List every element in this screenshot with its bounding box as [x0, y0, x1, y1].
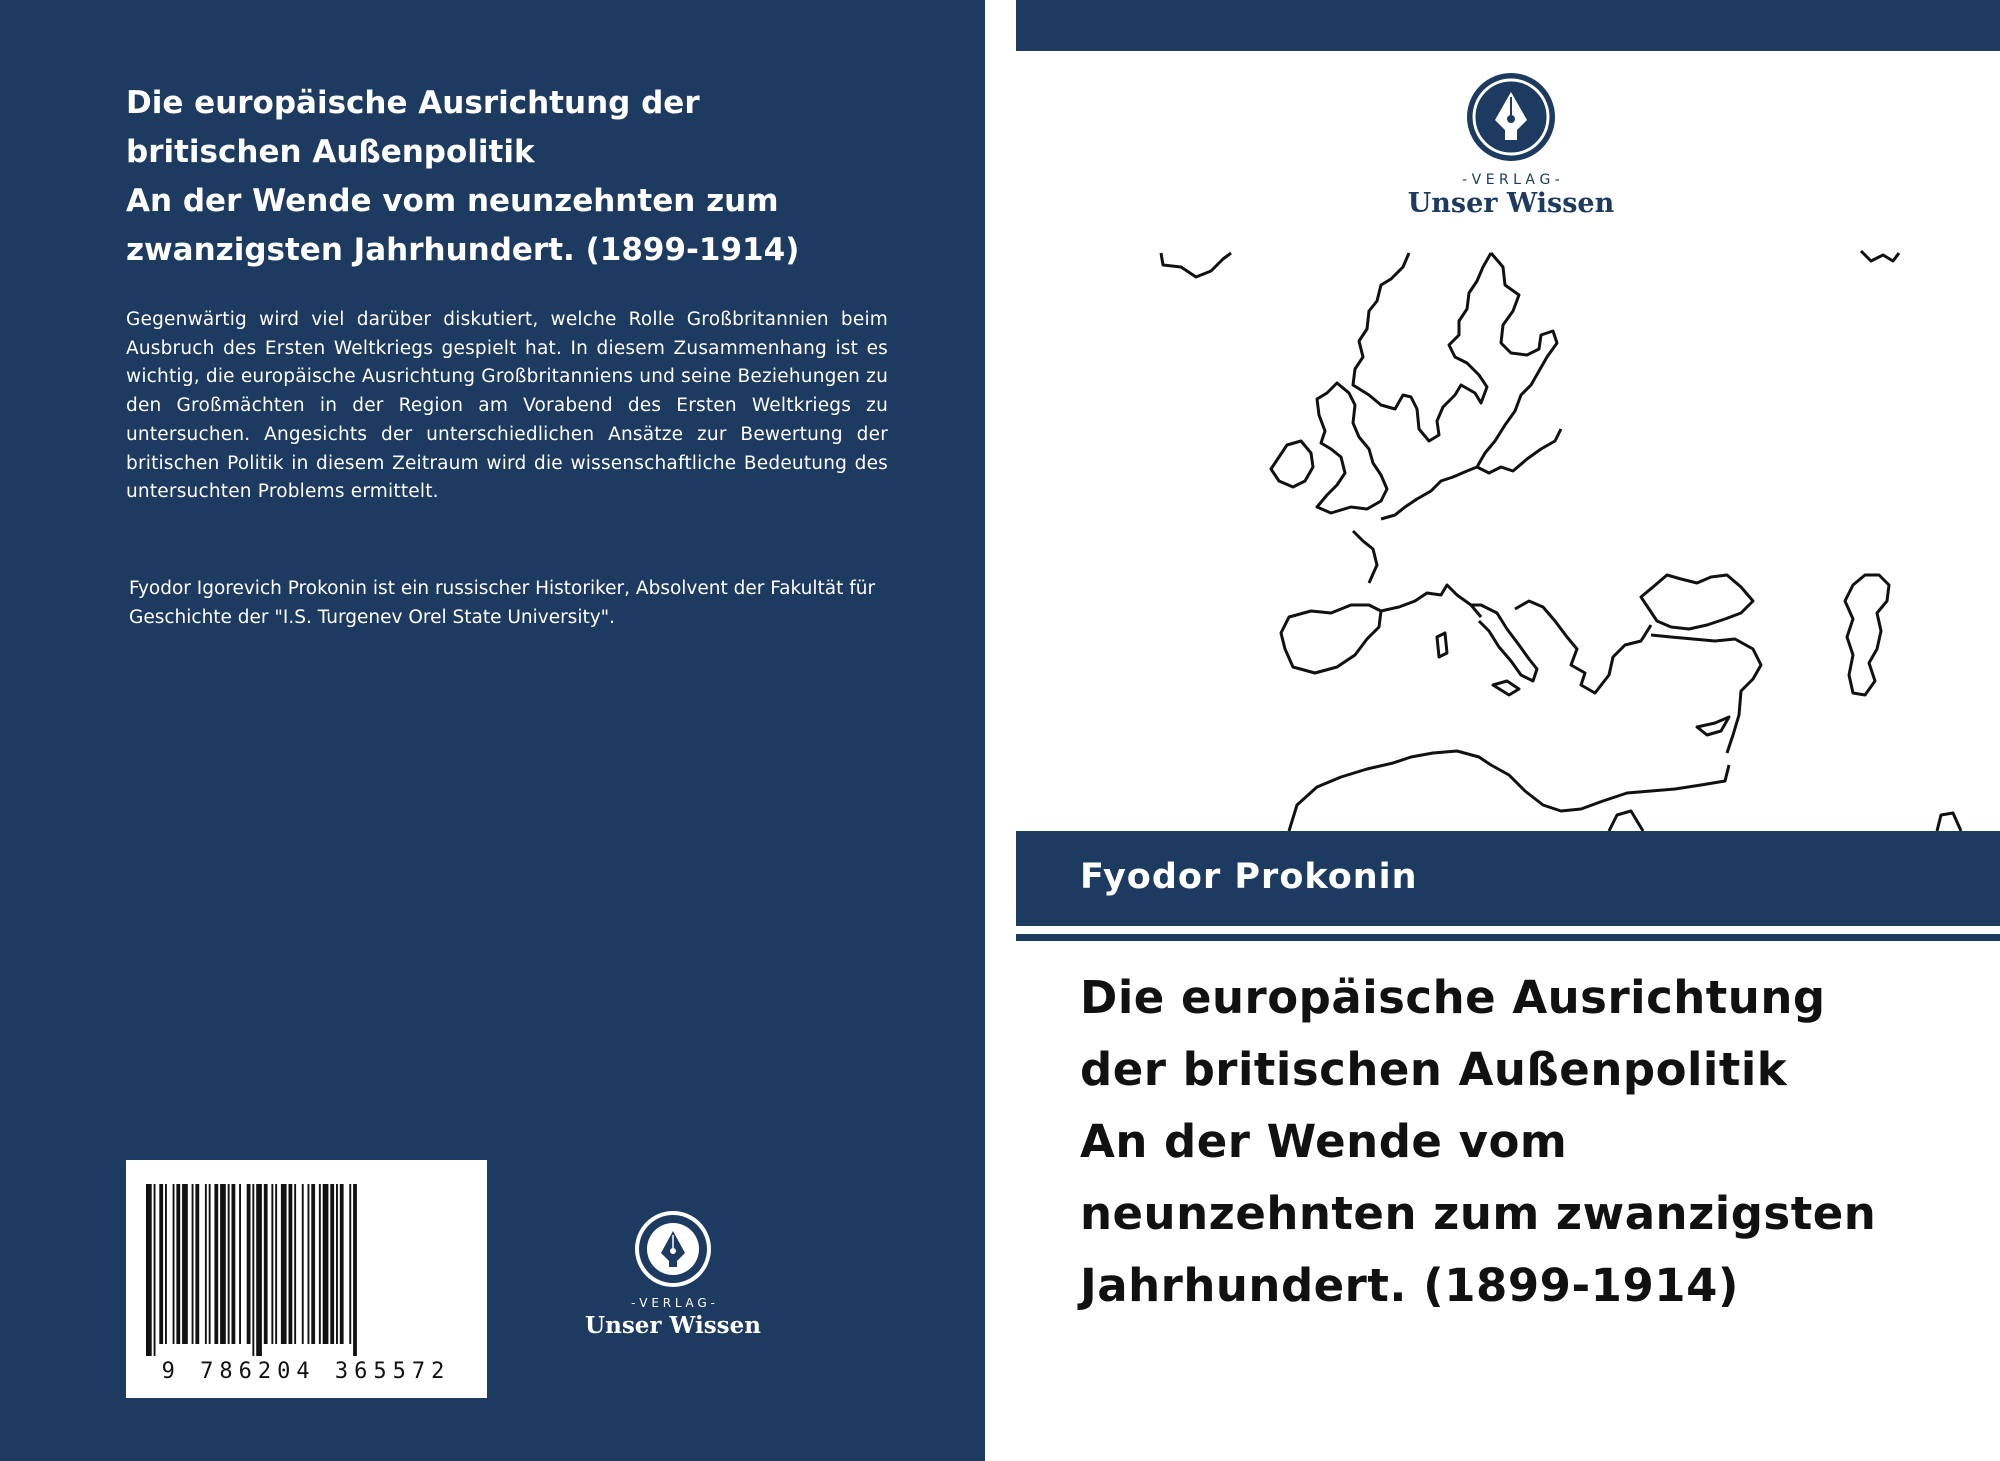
barcode-bar: [176, 1184, 180, 1344]
barcode-bar: [323, 1184, 329, 1344]
barcode-bar: [308, 1184, 310, 1344]
barcode-bar: [281, 1184, 287, 1344]
europe-map-illustration: [1141, 245, 1983, 831]
map-coast-northeast: [1861, 251, 1899, 261]
barcode-bar: [165, 1184, 167, 1344]
map-ireland: [1271, 441, 1313, 487]
barcode-bar: [182, 1184, 188, 1344]
barcode-bar: [294, 1184, 296, 1344]
map-sicily: [1493, 681, 1519, 695]
book-title: Die europäische Ausrichtung der britischen Außenpolitik An der Wende vom neunzehnten zum zwanzigsten Jahrhundert. (1899-1914): [1080, 971, 1877, 1312]
isbn-digits: 9 786204 365572: [161, 1359, 451, 1384]
map-black-sea: [1641, 575, 1753, 629]
map-sardinia: [1437, 633, 1447, 657]
barcode-bar: [220, 1184, 226, 1344]
barcode-bar: [302, 1184, 304, 1344]
map-scandinavia: [1353, 253, 1491, 441]
barcode-bar: [195, 1184, 199, 1344]
barcode-bar: [154, 1184, 156, 1356]
barcode-bar: [349, 1184, 351, 1344]
barcode-bar: [319, 1184, 321, 1344]
logo-tagline: - V E R L A G -: [1462, 172, 1560, 188]
map-iberia: [1281, 605, 1381, 673]
barcode-bar: [275, 1184, 277, 1344]
barcode-bar: [330, 1184, 334, 1344]
logo-tagline: - V E R L A G -: [631, 1296, 715, 1310]
front-cover: [1016, 0, 2000, 1461]
barcode-bar: [239, 1184, 241, 1344]
isbn-barcode: [126, 1160, 487, 1398]
publisher-logo-back: [573, 1205, 773, 1345]
barcode-bar: [192, 1184, 194, 1344]
map-finland-baltic: [1477, 253, 1557, 467]
author-biography: Fyodor Igorevich Prokonin ist ein russischer Historiker, Absolvent der Fakultät für Geschichte der "I.S. Turgenev Orel State University".: [129, 578, 876, 628]
spine-gutter: [985, 0, 1016, 1461]
map-france-west: [1353, 531, 1377, 583]
divider-rule: [1016, 934, 2000, 941]
barcode-bar: [353, 1184, 357, 1356]
barcode-bar: [311, 1184, 315, 1344]
map-cyprus: [1697, 717, 1729, 735]
barcode-icon: [126, 1160, 487, 1398]
barcode-bar: [146, 1184, 152, 1356]
barcode-bar: [264, 1184, 268, 1344]
barcode-bar: [205, 1184, 207, 1344]
back-cover: [0, 0, 985, 1461]
barcode-bar: [340, 1184, 344, 1344]
barcode-bar: [252, 1184, 254, 1356]
author-name: Fyodor Prokonin: [1080, 857, 1418, 897]
barcode-bar: [256, 1184, 262, 1356]
map-north-coast: [1381, 429, 1561, 519]
back-cover-description: Gegenwärtig wird viel darüber diskutiert, welche Rolle Großbritannien beim Ausbruch des Ersten Weltkriegs gespielt hat. In diesem Zusammenhang ist es wichtig, die europäische Ausrichtung Großbritanniens und seine Beziehungen zu den Großmächten in der Region am Vorabend des Ersten Weltkriegs zu untersuchen. Angesichts der unterschiedlichen Ansätze zur Bewertung der britischen Politik in diesem Zeitraum wird die wissenschaftliche Bedeutung des untersuchten Problems ermittelt.: [126, 309, 888, 503]
map-sinai: [1609, 811, 1643, 831]
top-bar: [1016, 0, 2000, 51]
logo-name: Unser Wissen: [1407, 188, 1615, 219]
barcode-bar: [289, 1184, 293, 1344]
logo-name: Unser Wissen: [585, 1312, 761, 1339]
barcode-bar: [228, 1184, 230, 1344]
barcode-bar: [173, 1184, 175, 1344]
barcode-bar: [336, 1184, 338, 1344]
back-cover-title: Die europäische Ausrichtung der britischen Außenpolitik An der Wende vom neunzehnten zum zwanzigsten Jahrhundert. (1899-1914): [126, 85, 800, 268]
barcode-bar: [271, 1184, 273, 1344]
map-caspian-sea: [1845, 575, 1889, 695]
publisher-logo-front: [1391, 70, 1631, 230]
barcode-bar: [214, 1184, 218, 1344]
barcode-bar: [247, 1184, 251, 1344]
map-persian-gulf-fragment: [1937, 813, 1961, 831]
barcode-bar: [159, 1184, 163, 1344]
map-north-africa: [1289, 751, 1729, 831]
barcode-bar: [209, 1184, 211, 1344]
author-banner: [1016, 831, 2000, 926]
barcode-bar: [232, 1184, 236, 1344]
map-mediterranean-north: [1381, 585, 1481, 617]
map-balkans: [1515, 601, 1651, 693]
map-coast-northwest: [1161, 253, 1231, 277]
